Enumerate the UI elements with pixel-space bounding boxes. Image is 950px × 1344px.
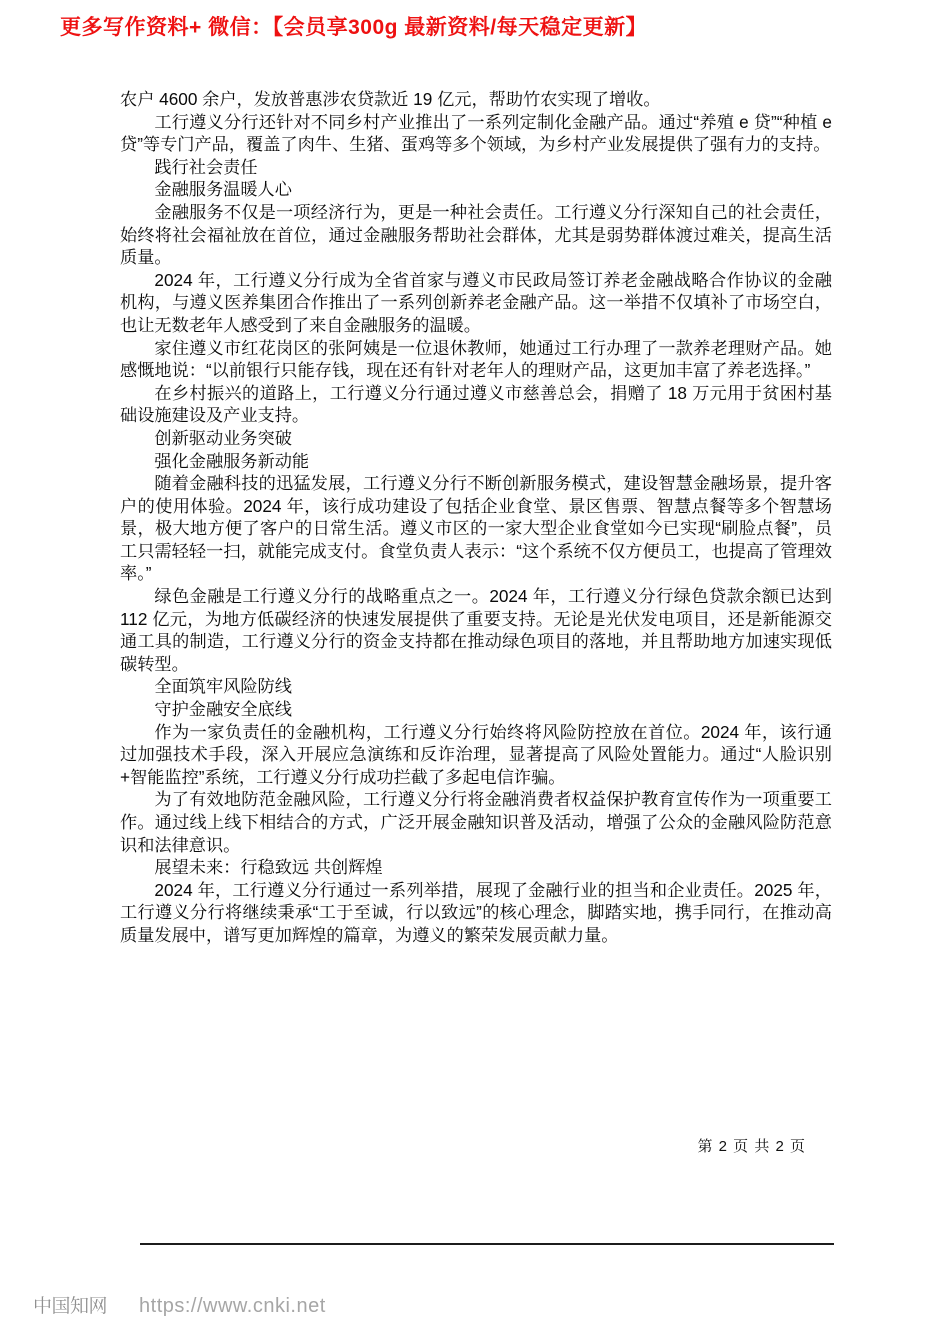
section-heading: 展望未来：行稳致远 共创辉煌 — [154, 857, 383, 878]
footer-divider — [140, 1243, 834, 1245]
promo-banner-text: 更多写作资料+ 微信：【会员享300g 最新资料/每天稳定更新】 — [60, 16, 648, 39]
section-heading: 强化金融服务新动能 — [154, 450, 310, 471]
section-heading: 践行社会责任 — [154, 156, 258, 177]
paragraph: 绿色金融是工行遵义分行的战略重点之一。2024 年，工行遵义分行绿色贷款余额已达到 112 亿元，为地方低碳经济的快速发展提供了重要支持。无论是光伏发电项目，还是新能源交通工具的制造，工行遵义分行的资金支持都在推动绿色项目的落地，并且帮助地方加速实现低碳转型。 — [120, 586, 832, 674]
paragraph: 工行遵义分行还针对不同乡村产业推出了一系列定制化金融产品。通过“养殖 e 贷”“种植 e 贷”等专门产品，覆盖了肉牛、生猪、蛋鸡等多个领域，为乡村产业发展提供了强有力的支持。 — [120, 111, 832, 155]
section-heading: 创新驱动业务突破 — [154, 427, 292, 448]
section-heading: 全面筑牢风险防线 — [154, 676, 292, 697]
paragraph: 2024 年，工行遵义分行通过一系列举措，展现了金融行业的担当和企业责任。2025 年，工行遵义分行将继续秉承“工于至诚，行以致远”的核心理念，脚踏实地，携手同行，在推动高质量发展中，谱写更加辉煌的篇章，为遵义的繁荣发展贡献力量。 — [120, 879, 832, 945]
cnki-logo-text: 中国知网 — [33, 1296, 108, 1317]
paragraph: 为了有效地防范金融风险，工行遵义分行将金融消费者权益保护教育宣传作为一项重要工作。通过线上线下相结合的方式，广泛开展金融知识普及活动，增强了公众的金融风险防范意识和法律意识。 — [120, 789, 832, 855]
paragraph: 在乡村振兴的道路上，工行遵义分行通过遵义市慈善总会，捐赠了 18 万元用于贫困村基础设施建设及产业支持。 — [120, 382, 832, 426]
section-heading: 金融服务温暖人心 — [154, 179, 292, 200]
paragraph: 家住遵义市红花岗区的张阿姨是一位退休教师，她通过工行办理了一款养老理财产品。她感慨地说：“以前银行只能存钱，现在还有针对老年人的理财产品，这更加丰富了养老选择。” — [120, 337, 832, 381]
section-heading: 守护金融安全底线 — [154, 699, 292, 720]
paragraph: 金融服务不仅是一项经济行为，更是一种社会责任。工行遵义分行深知自己的社会责任，始终将社会福祉放在首位，通过金融服务帮助社会群体，尤其是弱势群体渡过难关，提高生活质量。 — [120, 201, 832, 268]
page-indicator: 第 2 页 共 2 页 — [697, 1138, 806, 1155]
cnki-watermark — [33, 1291, 326, 1318]
document-body — [120, 88, 832, 947]
cnki-url: https://www.cnki.net — [139, 1295, 326, 1317]
paragraph: 作为一家负责任的金融机构，工行遵义分行始终将风险防控放在首位。2024 年，该行通过加强技术手段，深入开展应急演练和反诈治理，显著提高了风险处置能力。通过“人脸识别+智能监控”系统，工行遵义分行成功拦截了多起电信诈骗。 — [120, 721, 832, 787]
paragraph: 农户 4600 余户，发放普惠涉农贷款近 19 亿元，帮助竹农实现了增收。 — [120, 89, 661, 109]
paragraph: 随着金融科技的迅猛发展，工行遵义分行不断创新服务模式，建设智慧金融场景，提升客户的使用体验。2024 年，该行成功建设了包括企业食堂、景区售票、智慧点餐等多个智慧场景，极大地方便了客户的日常生活。遵义市区的一家大型企业食堂如今已实现“刷脸点餐”，员工只需轻轻一扫，就能完成支付。食堂负责人表示：“这个系统不仅方便员工，也提高了管理效率。” — [120, 473, 832, 584]
paragraph: 2024 年，工行遵义分行成为全省首家与遵义市民政局签订养老金融战略合作协议的金融机构，与遵义医养集团合作推出了一系列创新养老金融产品。这一举措不仅填补了市场空白，也让无数老年人感受到了来自金融服务的温暖。 — [120, 269, 832, 335]
